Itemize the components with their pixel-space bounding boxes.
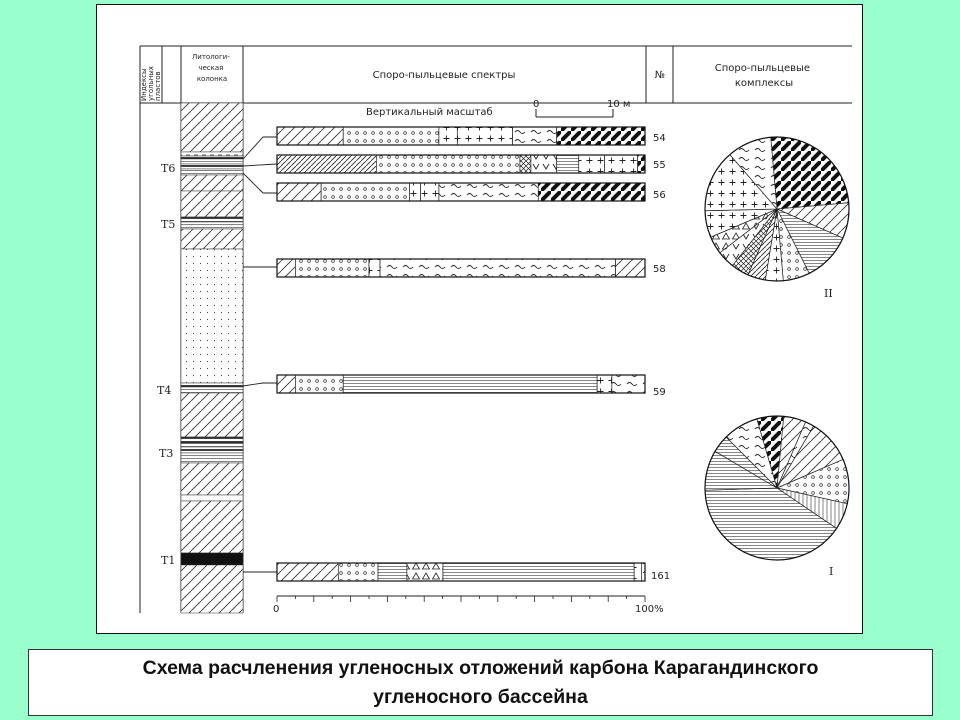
stratigraphic-diagram: [97, 5, 864, 635]
bar-segment: [295, 259, 369, 277]
lithology-layer: [181, 249, 243, 383]
lithology-layer: [181, 103, 243, 152]
bar-segment: [579, 155, 605, 173]
lithology-layer: [181, 191, 243, 217]
lithology-layer: [181, 159, 243, 164]
lithology-layer: [181, 495, 243, 501]
bar-segment: [597, 375, 612, 393]
lithology-layer: [181, 437, 243, 443]
bar-segment: [557, 127, 645, 145]
pie-complex-i: [705, 416, 849, 560]
lithology-layer: [181, 217, 243, 222]
bar-segment: [277, 183, 321, 201]
scale-ten: 10 м: [607, 99, 631, 110]
pie-complex-ii: [705, 137, 849, 281]
bar-segment: [520, 155, 531, 173]
lithology-column: [181, 103, 243, 613]
lithology-layer: [181, 447, 243, 453]
scale-label: Вертикальный масштаб: [366, 107, 493, 118]
bar-segment: [277, 375, 295, 393]
lithology-layer: [181, 393, 243, 437]
lithology-layer: [181, 164, 243, 169]
bar-segment: [612, 375, 645, 393]
bar-segment: [277, 563, 338, 581]
bar-segment: [443, 563, 634, 581]
figure-caption: Схема расчленения угленосных отложений карбона Карагандинского угленосного бассейна: [142, 656, 819, 708]
complex-label-i: I: [829, 565, 834, 578]
figure-panel: [96, 4, 863, 634]
spectrum-bar-161: [277, 563, 645, 581]
bar-segment: [634, 563, 641, 581]
coal-index-t6: T6: [161, 162, 176, 175]
bar-segment: [513, 127, 557, 145]
lithology-layer: [181, 501, 243, 553]
coal-indices: [157, 162, 175, 567]
lithology-layer: [181, 169, 243, 175]
coal-index-t3: T3: [159, 447, 174, 460]
lithology-layer: [181, 229, 243, 249]
lithology-layer: [181, 565, 243, 613]
bar-segment: [409, 183, 420, 201]
lithology-layer: [181, 175, 243, 191]
bar-segment: [369, 259, 380, 277]
spectra-column-header: Споро-пыльцевые спектры: [372, 70, 516, 81]
spectra-bars: [277, 127, 645, 581]
lithology-layer: [181, 553, 243, 565]
sample-number-55: 55: [653, 160, 666, 171]
lithology-column-header: Литологи- ческая колонка: [192, 53, 230, 83]
bar-segment: [638, 155, 645, 173]
bar-segment: [457, 127, 512, 145]
scale-zero: 0: [533, 99, 540, 110]
bar-segment: [376, 155, 520, 173]
number-column-header: №: [654, 70, 666, 81]
complex-label-ii: II: [824, 287, 833, 300]
bar-segment: [277, 127, 343, 145]
lithology-layer: [181, 222, 243, 229]
axis-end-label: 100%: [635, 604, 664, 615]
bar-segment: [277, 155, 376, 173]
sample-number-161: 161: [651, 571, 671, 582]
bar-segment: [407, 563, 443, 581]
pie-slice: [771, 137, 849, 209]
sample-number-56: 56: [653, 190, 666, 201]
bar-segment: [439, 127, 457, 145]
lithology-layer: [181, 453, 243, 463]
complexes-column-header: Споро-пыльцевые комплексы: [714, 63, 811, 89]
connector-lines: [243, 137, 277, 572]
bar-segment: [531, 155, 557, 173]
percent-axis: [273, 596, 664, 615]
lithology-layer: [181, 387, 243, 393]
spore-pollen-complexes: [705, 137, 849, 560]
bar-segment: [380, 259, 616, 277]
axis-start-label: 0: [273, 604, 280, 615]
coal-index-t5: T5: [161, 218, 176, 231]
spectrum-bar-58: [277, 259, 645, 277]
lithology-layer: [181, 152, 243, 156]
spectrum-bar-59: [277, 375, 645, 393]
spectrum-bar-54: [277, 127, 645, 145]
bar-segment: [295, 375, 343, 393]
bar-segment: [343, 375, 597, 393]
bar-segment: [421, 183, 439, 201]
sample-number-54: 54: [653, 133, 666, 144]
bar-segment: [321, 183, 409, 201]
spectrum-bar-55: [277, 155, 645, 173]
lithology-layer: [181, 443, 243, 447]
sample-number-59: 59: [653, 387, 666, 398]
index-column-header: Индексы угольных пластов: [140, 66, 162, 101]
lithology-layer: [181, 156, 243, 159]
lithology-layer: [181, 463, 243, 495]
bar-segment: [538, 183, 645, 201]
bar-segment: [557, 155, 579, 173]
bar-segment: [605, 155, 638, 173]
bar-segment: [277, 259, 295, 277]
table-header: [140, 46, 852, 103]
bar-segment: [378, 563, 407, 581]
caption-box: [28, 649, 933, 716]
spectrum-bar-56: [277, 183, 645, 201]
coal-index-t1: T1: [161, 554, 176, 567]
sample-number-58: 58: [653, 264, 666, 275]
sample-numbers: [651, 133, 670, 582]
lithology-layer: [181, 383, 243, 387]
bar-segment: [616, 259, 645, 277]
bar-segment: [338, 563, 378, 581]
vertical-scale: [366, 99, 630, 118]
bar-segment: [343, 127, 439, 145]
bar-segment: [439, 183, 538, 201]
coal-index-t4: T4: [157, 384, 172, 397]
